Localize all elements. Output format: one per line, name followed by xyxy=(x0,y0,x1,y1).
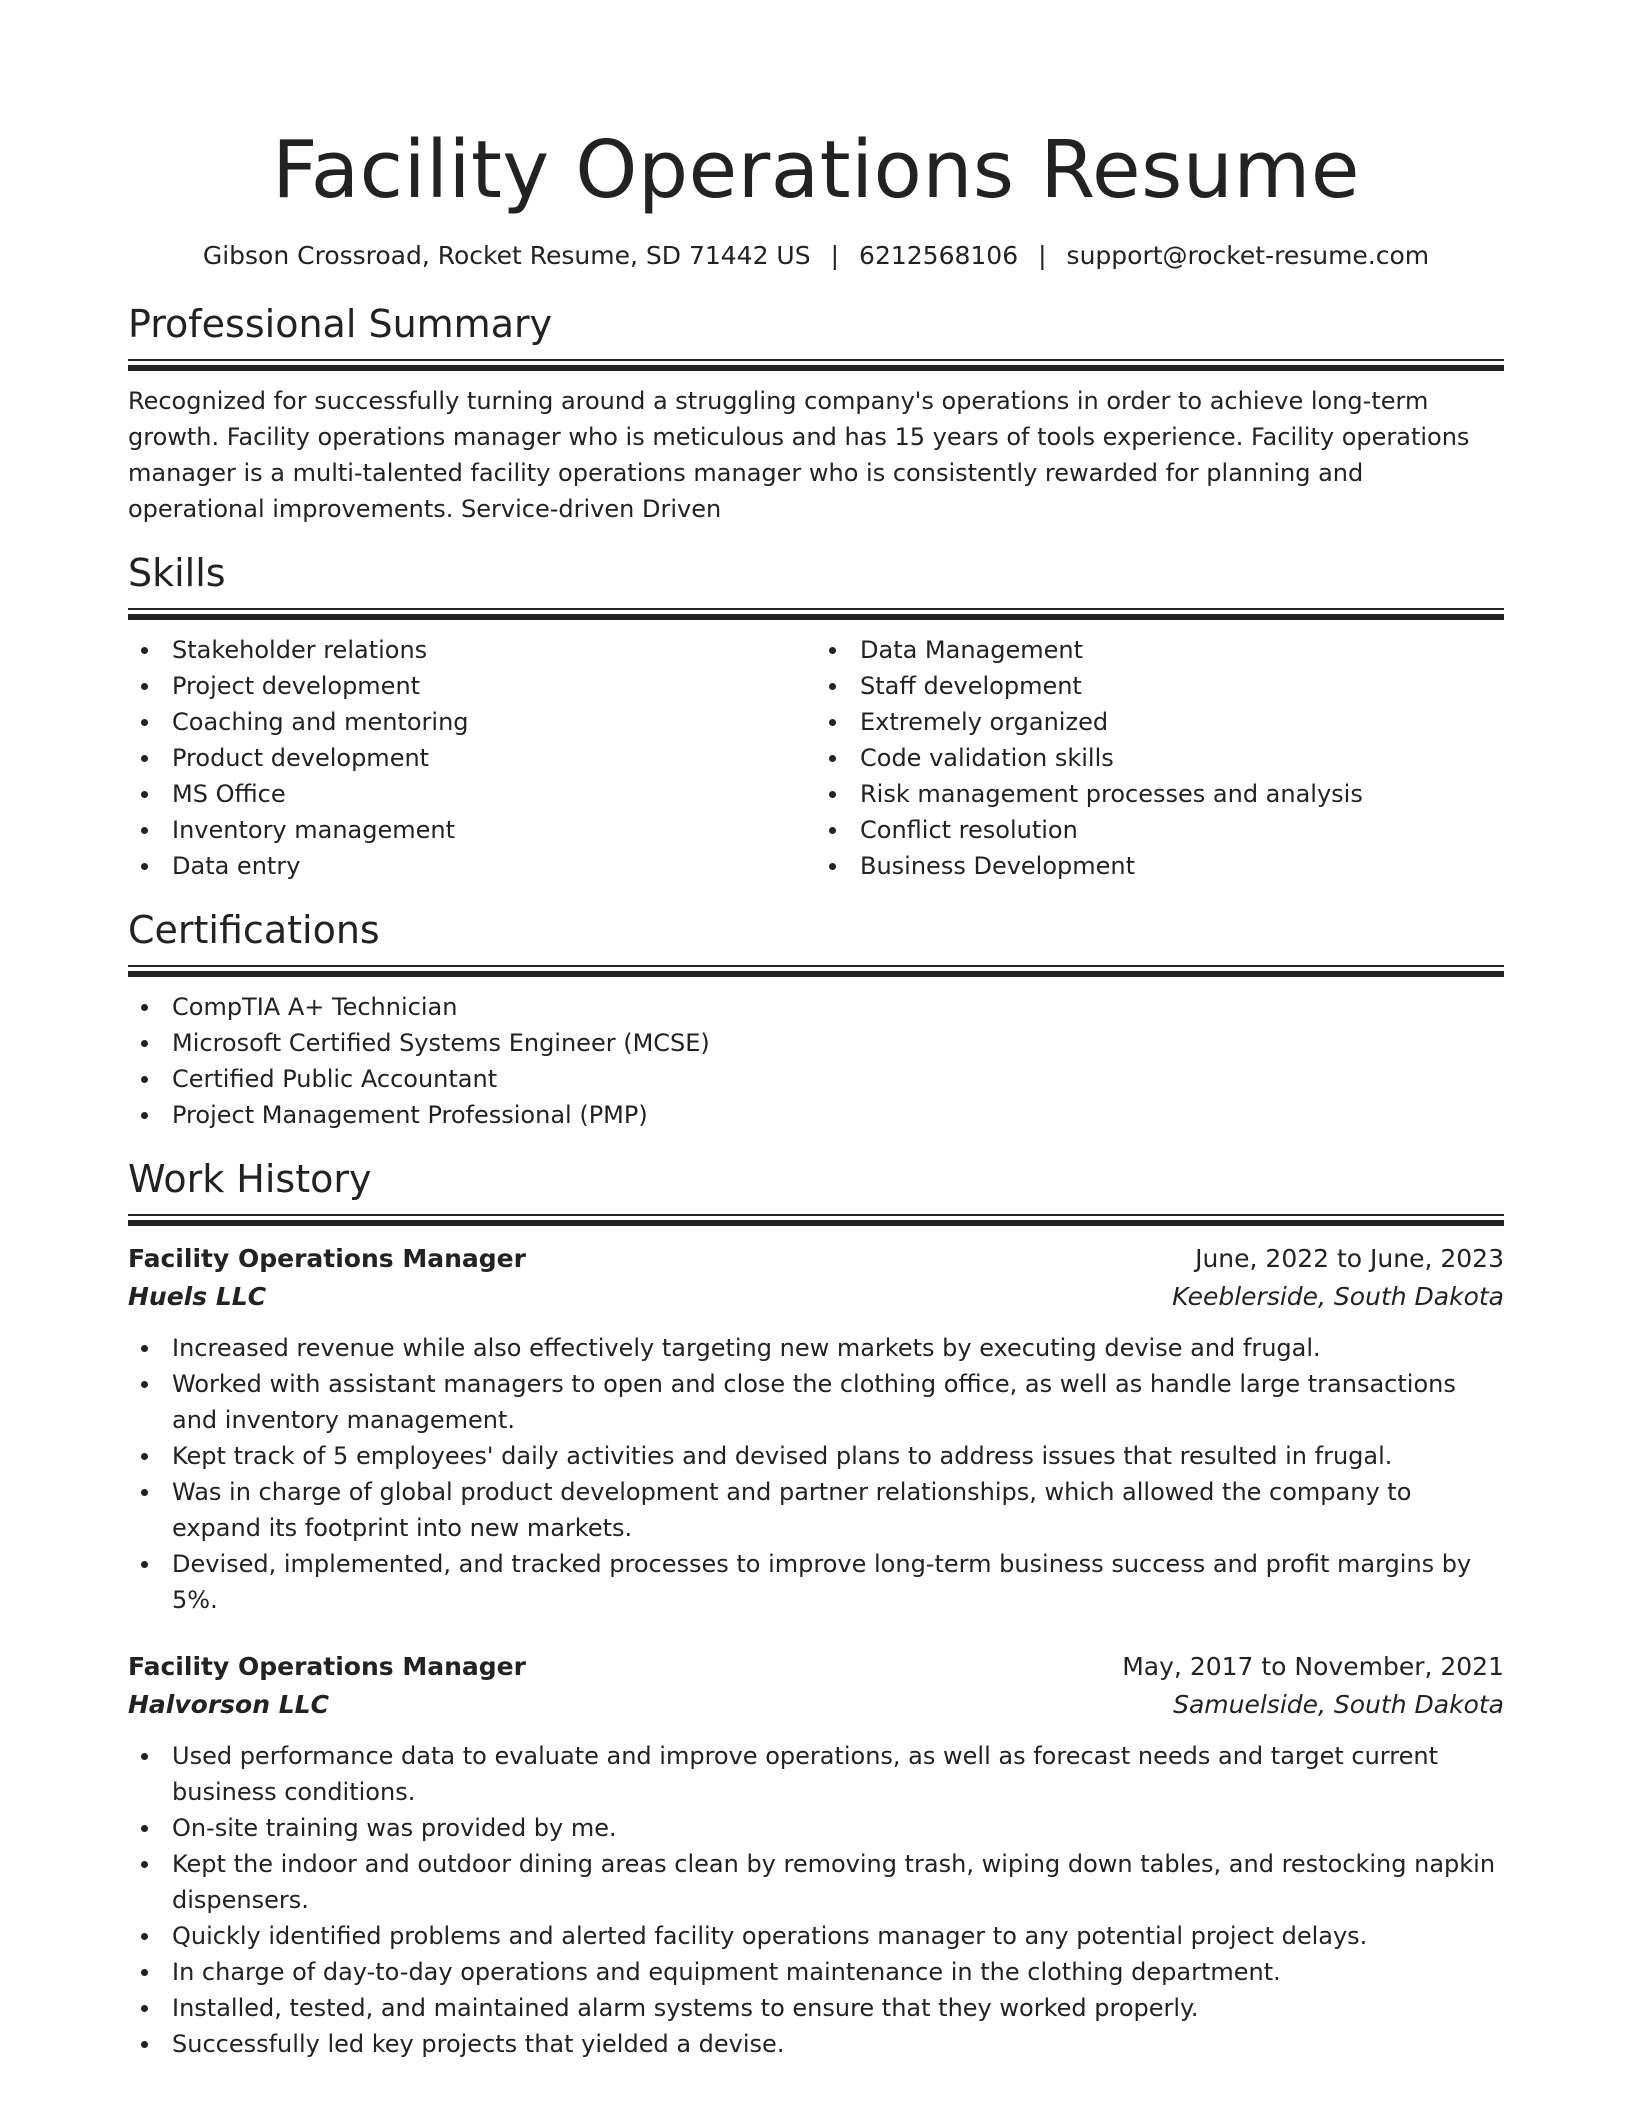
skill-item: Conflict resolution xyxy=(816,812,1504,848)
skill-item: Data entry xyxy=(128,848,816,884)
section-heading-certifications: Certifications xyxy=(128,908,380,952)
skill-item: Product development xyxy=(128,740,816,776)
section-heading-summary: Professional Summary xyxy=(128,302,553,346)
skill-item: Stakeholder relations xyxy=(128,632,816,668)
skill-item: Coaching and mentoring xyxy=(128,704,816,740)
job-header-row xyxy=(128,1648,1504,1686)
job-duty-item: Worked with assistant managers to open and close the clothing office, as well as handle large transactions and inventory management. xyxy=(128,1366,1504,1438)
job-dates: May, 2017 to November, 2021 xyxy=(1122,1652,1504,1681)
skill-item: Risk management processes and analysis xyxy=(816,776,1504,812)
job-duty-item: Installed, tested, and maintained alarm systems to ensure that they worked properly. xyxy=(128,1990,1504,2026)
job-title: Facility Operations Manager xyxy=(128,1244,526,1273)
job-duty-item: Was in charge of global product development and partner relationships, which allowed the company to expand its footprint into new markets. xyxy=(128,1474,1504,1546)
skill-item: Inventory management xyxy=(128,812,816,848)
skill-item: Data Management xyxy=(816,632,1504,668)
skill-item: Business Development xyxy=(816,848,1504,884)
job-duty-item: Used performance data to evaluate and improve operations, as well as forecast needs and target current business conditions. xyxy=(128,1738,1504,1810)
job-duties-list xyxy=(128,1330,1504,1618)
job-duty-item: On-site training was provided by me. xyxy=(128,1810,1504,1846)
work-history-section xyxy=(128,1155,1504,2062)
summary-text: Recognized for successfully turning around a struggling company's operations in order to achieve long-term growth. Facility operations manager who is meticulous and has 15 years of tools experience. Facility operations manager is a multi-talented facility operations manager who is consistently rewarded for planning and operational improvements. Service-driven Driven xyxy=(128,387,1470,523)
job-duty-item: Successfully led key projects that yielded a devise. xyxy=(128,2026,1504,2062)
contact-separator: | xyxy=(830,241,840,270)
section-heading-skills: Skills xyxy=(128,551,226,595)
job-company-row xyxy=(128,1278,1504,1316)
section-heading-work-history: Work History xyxy=(128,1157,372,1201)
contact-phone: 6212568106 xyxy=(859,241,1019,270)
certification-item: Microsoft Certified Systems Engineer (MCSE) xyxy=(128,1025,1504,1061)
certifications-section xyxy=(128,906,1504,1133)
certification-item: CompTIA A+ Technician xyxy=(128,989,1504,1025)
skill-item: Project development xyxy=(128,668,816,704)
job-company: Halvorson LLC xyxy=(128,1690,329,1719)
skill-item: Staff development xyxy=(816,668,1504,704)
skills-section xyxy=(128,549,1504,884)
job-title: Facility Operations Manager xyxy=(128,1652,526,1681)
job-entry xyxy=(128,1648,1504,2062)
certification-item: Certified Public Accountant xyxy=(128,1061,1504,1097)
section-divider xyxy=(128,608,1504,620)
contact-address: Gibson Crossroad, Rocket Resume, SD 71442 US xyxy=(202,241,811,270)
job-company: Huels LLC xyxy=(128,1282,267,1311)
contact-separator: | xyxy=(1038,241,1047,270)
skill-item: Extremely organized xyxy=(816,704,1504,740)
job-duty-item: Kept the indoor and outdoor dining areas clean by removing trash, wiping down tables, and restocking napkin dispensers. xyxy=(128,1846,1504,1918)
skills-list-right xyxy=(816,632,1504,884)
certifications-list xyxy=(128,989,1504,1133)
job-dates: June, 2022 to June, 2023 xyxy=(1195,1244,1504,1273)
job-location: Samuelside, South Dakota xyxy=(1173,1690,1504,1719)
contact-line xyxy=(128,240,1504,272)
job-header-row xyxy=(128,1240,1504,1278)
skills-list-left xyxy=(128,632,816,884)
job-location: Keeblerside, South Dakota xyxy=(1172,1282,1504,1311)
skill-item: Code validation skills xyxy=(816,740,1504,776)
job-duty-item: Devised, implemented, and tracked processes to improve long-term business success and profit margins by 5%. xyxy=(128,1546,1504,1618)
certification-item: Project Management Professional (PMP) xyxy=(128,1097,1504,1133)
section-divider xyxy=(128,359,1504,371)
job-duty-item: Increased revenue while also effectively targeting new markets by executing devise and frugal. xyxy=(128,1330,1504,1366)
job-duty-item: Quickly identified problems and alerted facility operations manager to any potential project delays. xyxy=(128,1918,1504,1954)
section-divider xyxy=(128,1214,1504,1226)
job-duties-list xyxy=(128,1738,1504,2062)
contact-email[interactable]: support@rocket-resume.com xyxy=(1066,241,1430,270)
job-entry xyxy=(128,1240,1504,1618)
summary-section xyxy=(128,300,1504,527)
resume-title: Facility Operations Resume xyxy=(272,124,1360,216)
section-divider xyxy=(128,965,1504,977)
job-duty-item: In charge of day-to-day operations and equipment maintenance in the clothing department. xyxy=(128,1954,1504,1990)
skills-grid xyxy=(128,632,1504,884)
job-company-row xyxy=(128,1686,1504,1724)
job-duty-item: Kept track of 5 employees' daily activities and devised plans to address issues that resulted in frugal. xyxy=(128,1438,1504,1474)
skill-item: MS Office xyxy=(128,776,816,812)
